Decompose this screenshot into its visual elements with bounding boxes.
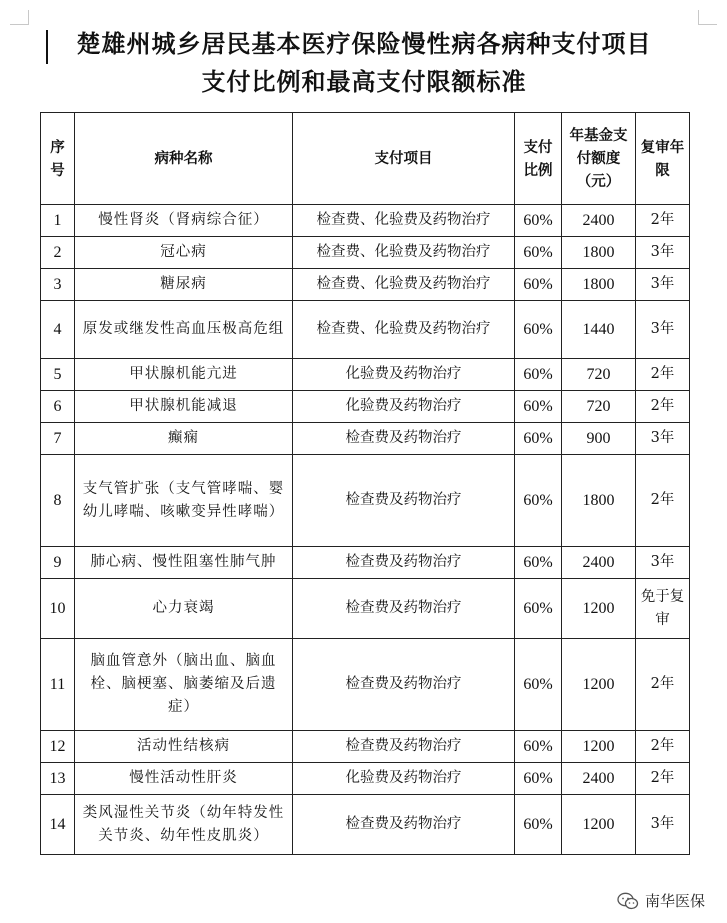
row-seq: 8 bbox=[41, 455, 75, 547]
table-row bbox=[41, 359, 690, 391]
row-seq: 9 bbox=[41, 547, 75, 579]
table-row bbox=[41, 423, 690, 455]
row-review-period: 3年 bbox=[636, 301, 690, 359]
row-seq: 13 bbox=[41, 763, 75, 795]
row-payment-ratio: 60% bbox=[515, 547, 562, 579]
row-payment-ratio: 60% bbox=[515, 423, 562, 455]
page-corner-mark bbox=[698, 10, 717, 25]
row-seq: 4 bbox=[41, 301, 75, 359]
row-payment-ratio: 60% bbox=[515, 391, 562, 423]
row-annual-limit: 1200 bbox=[562, 731, 636, 763]
row-disease-name: 甲状腺机能减退 bbox=[75, 391, 293, 423]
row-annual-limit: 2400 bbox=[562, 763, 636, 795]
row-review-period: 2年 bbox=[636, 639, 690, 731]
row-disease-name: 类风湿性关节炎（幼年特发性关节炎、幼年性皮肌炎） bbox=[75, 795, 293, 855]
table-row bbox=[41, 639, 690, 731]
row-payment-items: 检查费及药物治疗 bbox=[293, 639, 515, 731]
row-review-period: 2年 bbox=[636, 359, 690, 391]
row-review-period: 2年 bbox=[636, 455, 690, 547]
row-annual-limit: 1800 bbox=[562, 237, 636, 269]
row-payment-items: 检查费及药物治疗 bbox=[293, 731, 515, 763]
row-payment-ratio: 60% bbox=[515, 639, 562, 731]
row-disease-name: 糖尿病 bbox=[75, 269, 293, 301]
row-payment-ratio: 60% bbox=[515, 359, 562, 391]
row-annual-limit: 2400 bbox=[562, 547, 636, 579]
row-payment-items: 检查费及药物治疗 bbox=[293, 579, 515, 639]
row-payment-items: 化验费及药物治疗 bbox=[293, 763, 515, 795]
table-row bbox=[41, 237, 690, 269]
row-annual-limit: 1800 bbox=[562, 455, 636, 547]
row-disease-name: 活动性结核病 bbox=[75, 731, 293, 763]
row-disease-name: 甲状腺机能亢进 bbox=[75, 359, 293, 391]
header-name: 病种名称 bbox=[75, 113, 293, 205]
row-disease-name: 支气管扩张（支气管哮喘、婴幼儿哮喘、咳嗽变异性哮喘） bbox=[75, 455, 293, 547]
row-seq: 10 bbox=[41, 579, 75, 639]
row-review-period: 3年 bbox=[636, 423, 690, 455]
document-title: 楚雄州城乡居民基本医疗保险慢性病各病种支付项目 bbox=[76, 29, 652, 58]
row-payment-ratio: 60% bbox=[515, 731, 562, 763]
row-payment-items: 检查费及药物治疗 bbox=[293, 547, 515, 579]
row-payment-items: 化验费及药物治疗 bbox=[293, 359, 515, 391]
row-payment-items: 检查费及药物治疗 bbox=[293, 795, 515, 855]
row-annual-limit: 1200 bbox=[562, 639, 636, 731]
row-disease-name: 冠心病 bbox=[75, 237, 293, 269]
row-annual-limit: 720 bbox=[562, 391, 636, 423]
table-row bbox=[41, 391, 690, 423]
row-annual-limit: 1440 bbox=[562, 301, 636, 359]
row-seq: 7 bbox=[41, 423, 75, 455]
row-seq: 6 bbox=[41, 391, 75, 423]
row-seq: 5 bbox=[41, 359, 75, 391]
header-review: 复审年限 bbox=[636, 113, 690, 205]
document-subtitle: 支付比例和最高支付限额标准 bbox=[201, 67, 527, 96]
row-review-period: 3年 bbox=[636, 547, 690, 579]
row-disease-name: 慢性活动性肝炎 bbox=[75, 763, 293, 795]
table-header-row bbox=[41, 113, 690, 205]
row-payment-ratio: 60% bbox=[515, 763, 562, 795]
table-row bbox=[41, 579, 690, 639]
header-seq: 序号 bbox=[41, 113, 75, 205]
row-payment-items: 检查费、化验费及药物治疗 bbox=[293, 237, 515, 269]
row-annual-limit: 900 bbox=[562, 423, 636, 455]
table-row bbox=[41, 731, 690, 763]
row-payment-ratio: 60% bbox=[515, 205, 562, 237]
row-seq: 14 bbox=[41, 795, 75, 855]
row-disease-name: 癫痫 bbox=[75, 423, 293, 455]
row-annual-limit: 1200 bbox=[562, 795, 636, 855]
row-disease-name: 心力衰竭 bbox=[75, 579, 293, 639]
row-disease-name: 肺心病、慢性阻塞性肺气肿 bbox=[75, 547, 293, 579]
row-review-period: 3年 bbox=[636, 795, 690, 855]
row-seq: 2 bbox=[41, 237, 75, 269]
table-row bbox=[41, 205, 690, 237]
page-corner-mark bbox=[10, 10, 29, 25]
row-seq: 12 bbox=[41, 731, 75, 763]
row-payment-ratio: 60% bbox=[515, 269, 562, 301]
row-disease-name: 脑血管意外（脑出血、脑血栓、脑梗塞、脑萎缩及后遗症） bbox=[75, 639, 293, 731]
row-annual-limit: 720 bbox=[562, 359, 636, 391]
header-ratio: 支付比例 bbox=[515, 113, 562, 205]
watermark bbox=[617, 890, 705, 911]
table-row bbox=[41, 795, 690, 855]
row-payment-ratio: 60% bbox=[515, 237, 562, 269]
header-items: 支付项目 bbox=[293, 113, 515, 205]
row-payment-items: 检查费及药物治疗 bbox=[293, 423, 515, 455]
row-payment-ratio: 60% bbox=[515, 455, 562, 547]
row-seq: 3 bbox=[41, 269, 75, 301]
row-review-period: 2年 bbox=[636, 391, 690, 423]
table-row bbox=[41, 547, 690, 579]
row-review-period: 2年 bbox=[636, 763, 690, 795]
payment-standard-table bbox=[40, 112, 690, 855]
row-payment-items: 检查费及药物治疗 bbox=[293, 455, 515, 547]
row-annual-limit: 2400 bbox=[562, 205, 636, 237]
row-seq: 11 bbox=[41, 639, 75, 731]
row-review-period: 3年 bbox=[636, 237, 690, 269]
row-disease-name: 慢性肾炎（肾病综合征） bbox=[75, 205, 293, 237]
watermark-text: 南华医保 bbox=[644, 892, 705, 910]
row-payment-ratio: 60% bbox=[515, 579, 562, 639]
row-payment-items: 检查费、化验费及药物治疗 bbox=[293, 269, 515, 301]
row-annual-limit: 1800 bbox=[562, 269, 636, 301]
wechat-icon bbox=[617, 892, 639, 910]
header-limit: 年基金支付额度（元） bbox=[562, 113, 636, 205]
row-review-period: 2年 bbox=[636, 731, 690, 763]
table-row bbox=[41, 455, 690, 547]
row-disease-name: 原发或继发性高血压极高危组 bbox=[75, 301, 293, 359]
row-payment-items: 检查费、化验费及药物治疗 bbox=[293, 301, 515, 359]
row-payment-items: 化验费及药物治疗 bbox=[293, 391, 515, 423]
table-row bbox=[41, 763, 690, 795]
row-seq: 1 bbox=[41, 205, 75, 237]
row-review-period: 3年 bbox=[636, 269, 690, 301]
table-row bbox=[41, 269, 690, 301]
row-payment-ratio: 60% bbox=[515, 795, 562, 855]
table-row bbox=[41, 301, 690, 359]
row-annual-limit: 1200 bbox=[562, 579, 636, 639]
row-review-period: 2年 bbox=[636, 205, 690, 237]
row-review-period: 免于复审 bbox=[636, 579, 690, 639]
row-payment-ratio: 60% bbox=[515, 301, 562, 359]
row-payment-items: 检查费、化验费及药物治疗 bbox=[293, 205, 515, 237]
